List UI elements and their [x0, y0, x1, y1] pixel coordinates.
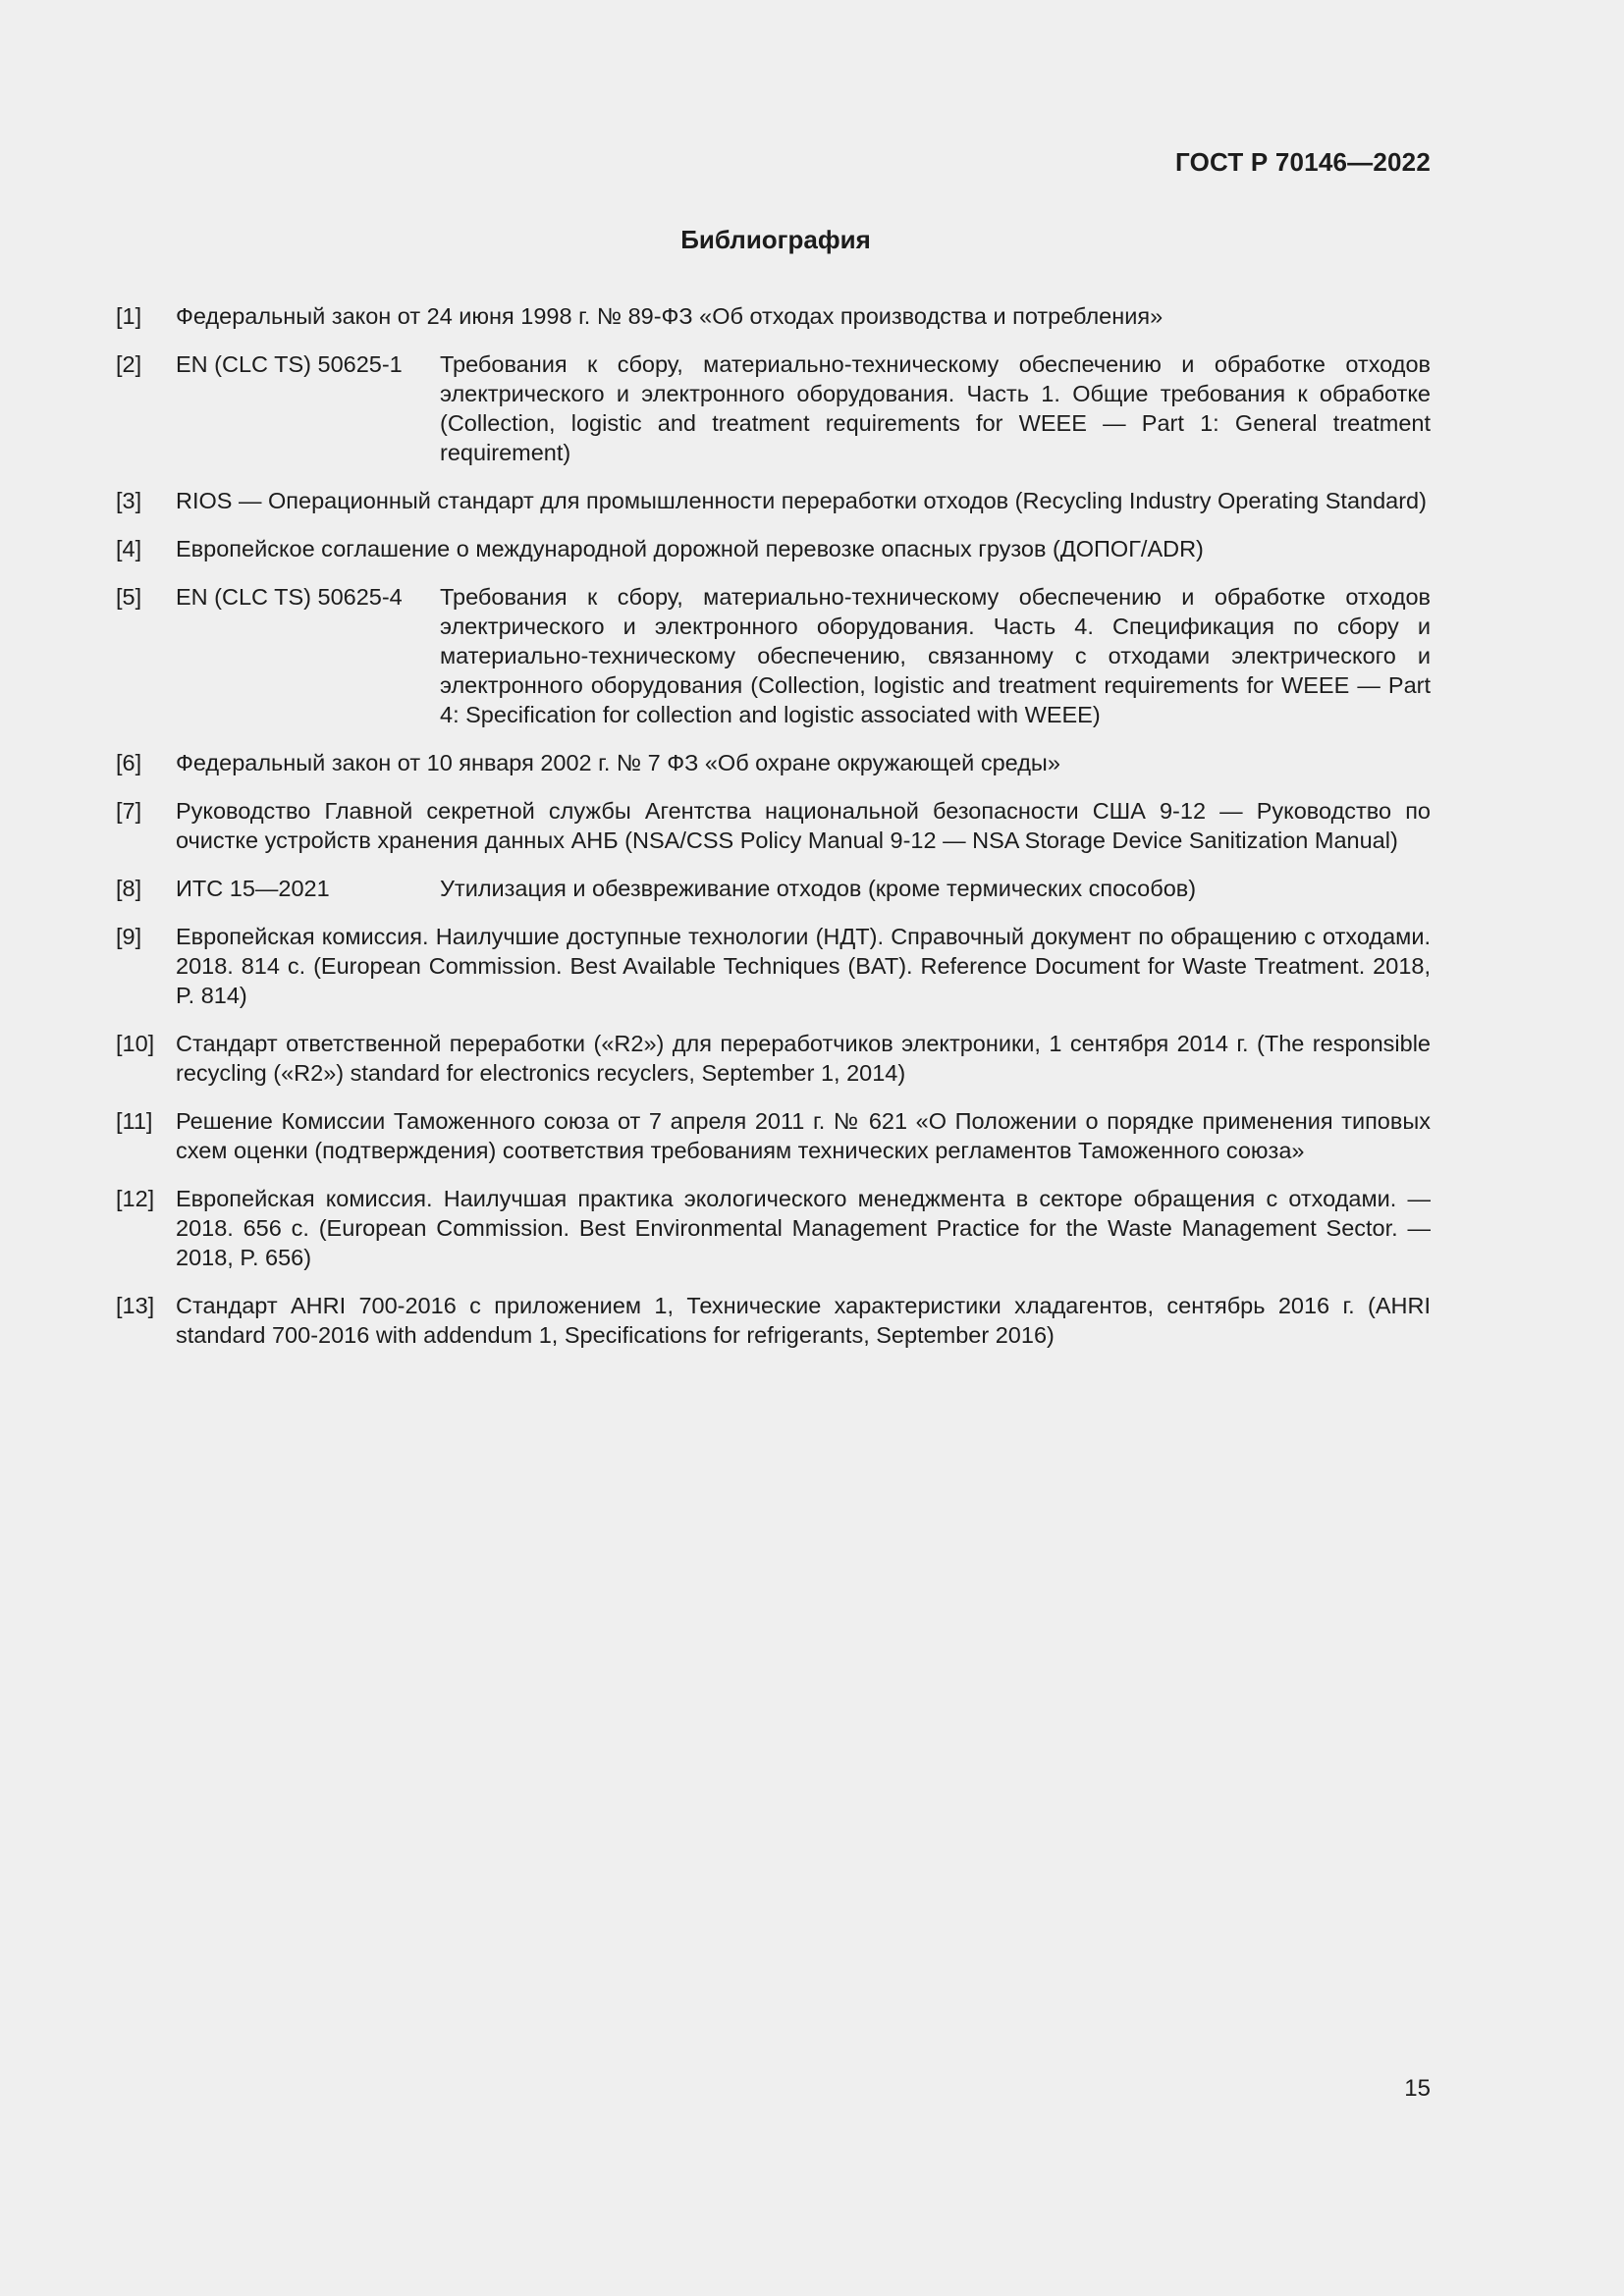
entry-text: Европейская комиссия. Наилучшая практика экологического менеджмента в секторе обращения с отходами. — 2018. 656 с. (European Commission. Best Environmental Management Practice for the Waste Management Sector. — 2018, P. 656) — [176, 1186, 1431, 1270]
entry-number: [11] — [116, 1108, 153, 1134]
page-title: Библиография — [680, 225, 871, 254]
entry-number: [6] — [116, 750, 142, 775]
bibliography-entry-13 — [116, 1291, 1431, 1350]
bibliography-entry-1 — [116, 301, 1431, 331]
bibliography-entry-12 — [116, 1184, 1431, 1272]
entry-number: [3] — [116, 488, 142, 513]
entry-text: Европейское соглашение о международной дорожной перевозке опасных грузов (ДОПОГ/ADR) — [176, 536, 1204, 561]
entry-text: Руководство Главной секретной службы Агентства национальной безопасности США 9-12 — Руководство по очистке устройств хранения данных АНБ (NSA/CSS Policy Manual 9-12 — NSA Storage Device Sanitization Manual) — [176, 798, 1431, 853]
entry-code: EN (CLC TS) 50625-4 — [176, 584, 403, 610]
entry-number: [5] — [116, 584, 142, 610]
entry-text: Стандарт ответственной переработки («R2») для переработчиков электроники, 1 сентября 2014 г. (The responsible recycling («R2») standard for electronics recyclers, September 1, 2014) — [176, 1031, 1431, 1086]
entry-text: Требования к сбору, материально-техническому обеспечению и обработке отходов электрического и электронного оборудования. Часть 4. Спецификация по сбору и материально-техническому обеспечению, связанному с отходами электрического и электронного оборудования (Collection, logistic and treatment requirements for WEEE — Part 4: Specification for collection and logistic associated with WEEE) — [440, 584, 1431, 727]
entry-code: EN (CLC TS) 50625-1 — [176, 351, 403, 377]
entry-text: Федеральный закон от 10 января 2002 г. № 7 ФЗ «Об охране окружающей среды» — [176, 750, 1060, 775]
entry-number: [13] — [116, 1293, 155, 1318]
bibliography-entry-7 — [116, 796, 1431, 855]
entry-number: [2] — [116, 351, 142, 377]
entry-text: Федеральный закон от 24 июня 1998 г. № 89-ФЗ «Об отходах производства и потребления» — [176, 303, 1164, 329]
document-code: ГОСТ Р 70146—2022 — [1175, 147, 1431, 177]
entry-text: Утилизация и обезвреживание отходов (кроме термических способов) — [440, 876, 1197, 901]
entry-number: [12] — [116, 1186, 155, 1211]
bibliography-entry-8 — [116, 874, 1431, 903]
entry-text: RIOS — Операционный стандарт для промышленности переработки отходов (Recycling Industry Operating Standard) — [176, 488, 1427, 513]
bibliography-entry-4 — [116, 534, 1431, 563]
entry-text: Решение Комиссии Таможенного союза от 7 апреля 2011 г. № 621 «О Положении о порядке применения типовых схем оценки (подтверждения) соответствия требованиям технических регламентов Таможенного союза» — [176, 1108, 1431, 1163]
bibliography-entry-9 — [116, 922, 1431, 1010]
bibliography-entry-5 — [116, 582, 1431, 729]
entry-number: [8] — [116, 876, 142, 901]
entry-number: [7] — [116, 798, 142, 824]
bibliography-entry-10 — [116, 1029, 1431, 1088]
page-number: 15 — [1404, 2075, 1431, 2102]
bibliography-list — [116, 301, 1431, 1368]
entry-code: ИТС 15—2021 — [176, 876, 330, 901]
entry-text: Стандарт AHRI 700-2016 с приложением 1, Технические характеристики хладагентов, сентябрь 2016 г. (AHRI standard 700-2016 with addendum 1, Specifications for refrigerants, September 2016) — [176, 1293, 1431, 1348]
entry-text: Требования к сбору, материально-техническому обеспечению и обработке отходов электрического и электронного оборудования. Часть 1. Общие требования к обработке (Collection, logistic and treatment requirements for WEEE — Part 1: General treatment requirement) — [440, 351, 1431, 465]
bibliography-entry-2 — [116, 349, 1431, 467]
entry-number: [9] — [116, 924, 142, 949]
entry-text: Европейская комиссия. Наилучшие доступные технологии (НДТ). Справочный документ по обращению с отходами. 2018. 814 с. (European Commission. Best Available Techniques (BAT). Reference Document for Waste Treatment. 2018, P. 814) — [176, 924, 1431, 1008]
entry-number: [10] — [116, 1031, 155, 1056]
entry-number: [1] — [116, 303, 142, 329]
entry-number: [4] — [116, 536, 142, 561]
bibliography-entry-6 — [116, 748, 1431, 777]
bibliography-entry-3 — [116, 486, 1431, 515]
bibliography-entry-11 — [116, 1106, 1431, 1165]
